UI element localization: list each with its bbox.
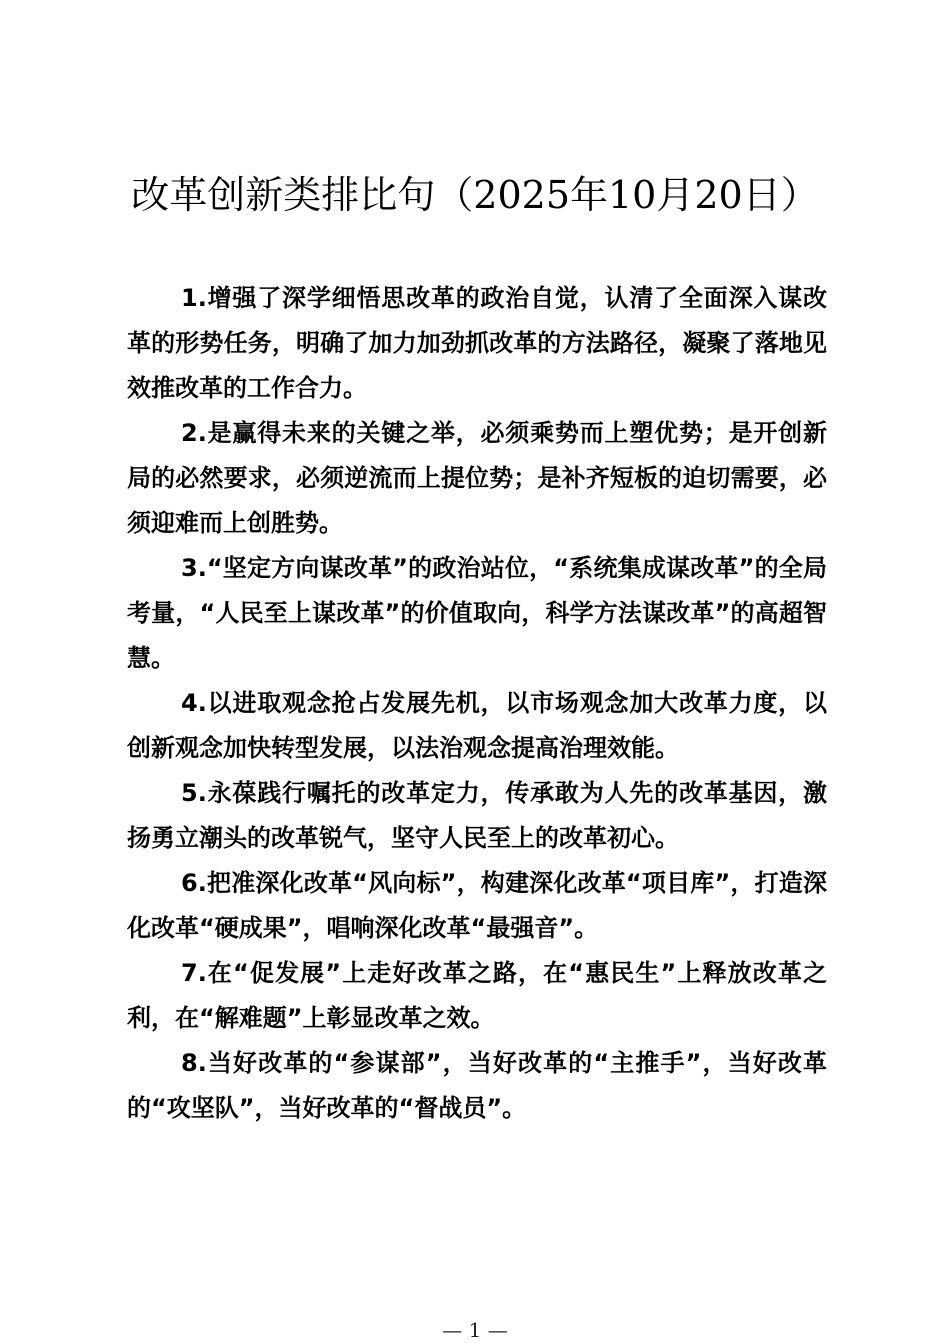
paragraph-1: 1.增强了深学细悟思改革的政治自觉，认清了全面深入谋改革的形势任务，明确了加力加劲抓改革的方法路径，凝聚了落地见效推改革的工作合力。: [127, 284, 827, 402]
paragraph-6: 6.把准深化改革“风向标”，构建深化改革“项目库”，打造深化改革“硬成果”，唱响深化改革“最强音”。: [127, 869, 827, 942]
page-number: — 1 —: [442, 1318, 508, 1342]
document-title: 改革创新类排比句（2025年10月20日）: [131, 173, 819, 217]
paragraph-3: 3.“坚定方向谋改革”的政治站位，“系统集成谋改革”的全局考量，“人民至上谋改革”的价值取向，科学方法谋改革”的高超智慧。: [127, 554, 827, 672]
paragraph-2: 2.是赢得未来的关键之举，必须乘势而上塑优势；是开创新局的必然要求，必须逆流而上提位势；是补齐短板的迫切需要，必须迎难而上创胜势。: [127, 419, 827, 537]
paragraph-4: 4.以进取观念抢占发展先机，以市场观念加大改革力度，以创新观念加快转型发展，以法治观念提高治理效能。: [127, 689, 827, 762]
paragraph-8: 8.当好改革的“参谋部”，当好改革的“主推手”，当好改革的“攻坚队”，当好改革的“督战员”。: [127, 1049, 827, 1122]
paragraph-5: 5.永葆践行嘱托的改革定力，传承敢为人先的改革基因，激扬勇立潮头的改革锐气，坚守人民至上的改革初心。: [127, 779, 827, 852]
document-body: [127, 276, 827, 1131]
paragraph-7: 7.在“促发展”上走好改革之路，在“惠民生”上释放改革之利，在“解难题”上彰显改革之效。: [127, 959, 827, 1032]
